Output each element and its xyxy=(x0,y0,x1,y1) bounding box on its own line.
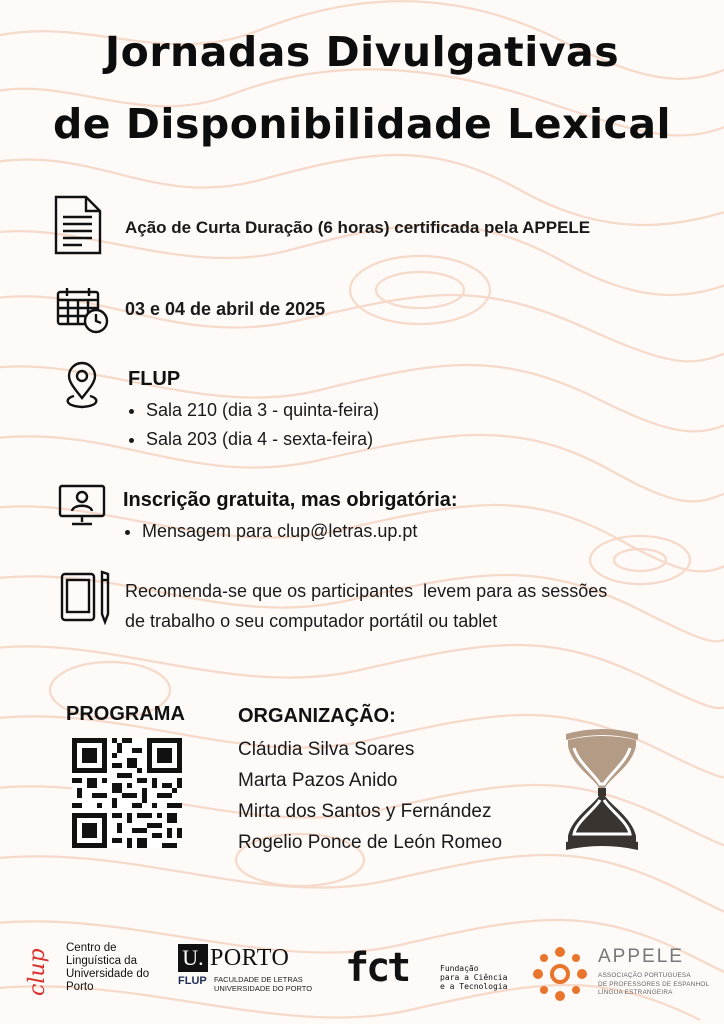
registration-list xyxy=(124,517,417,546)
appele-name: APPELE xyxy=(598,946,684,967)
clup-logo-text xyxy=(66,942,149,994)
uporto-flup: FLUP xyxy=(178,975,207,987)
fct-logo xyxy=(345,946,408,990)
title-line-2: de Disponibilidade Lexical xyxy=(52,100,672,148)
recommendation-text xyxy=(125,576,685,636)
clup-line: Universidade do xyxy=(66,968,150,980)
organization-list xyxy=(238,734,502,858)
uporto-sub-line: UNIVERSIDADE DO PORTO xyxy=(214,984,313,993)
fct-subtext xyxy=(440,964,507,991)
computer-user-icon xyxy=(58,484,106,528)
fct-line: e a Tecnologia xyxy=(440,982,508,991)
appele-logo-mark xyxy=(530,944,590,1004)
fct-mark: fct xyxy=(345,945,409,991)
appele-line: ASSOCIAÇÃO PORTUGUESA xyxy=(598,972,691,979)
hourglass-icon xyxy=(560,726,644,854)
certification-text: Ação de Curta Duração (6 horas) certificada pela APPELE xyxy=(125,218,591,237)
uporto-name: PORTO xyxy=(210,945,290,971)
location-pin-icon xyxy=(62,362,102,410)
rooms-list xyxy=(128,396,379,454)
fct-line: para a Ciência xyxy=(440,973,508,982)
recommendation-line-1: Recomenda-se que os participantes levem para as sessões xyxy=(125,581,608,601)
appele-line: LÍNGUA ESTRANGEIRA xyxy=(598,989,673,996)
list-item: • Sala 210 (dia 3 - quinta-feira) xyxy=(146,396,379,425)
tablet-pen-icon xyxy=(60,570,112,624)
uporto-sub-line: FACULDADE DE LETRAS xyxy=(214,975,303,984)
registration-email: • Mensagem para clup@letras.up.pt xyxy=(142,517,417,546)
organizer-name: Rogelio Ponce de León Romeo xyxy=(238,832,503,853)
organization-heading: ORGANIZAÇÃO: xyxy=(238,705,396,727)
uporto-u-badge: U. xyxy=(178,944,208,972)
appele-subtext xyxy=(598,972,709,998)
calendar-clock-icon xyxy=(56,286,110,334)
registration-heading: Inscrição gratuita, mas obrigatória: xyxy=(123,489,458,511)
uporto-logo xyxy=(178,944,318,994)
fct-line: Fundação xyxy=(440,964,479,973)
clup-line: Centro de xyxy=(66,942,117,954)
clup-mark-text: clup xyxy=(25,948,50,996)
program-heading: PROGRAMA xyxy=(66,703,185,725)
clup-logo-mark xyxy=(25,934,68,1000)
recommendation-line-2: de trabalho o seu computador portátil ou tablet xyxy=(125,611,498,631)
organizer-name: Marta Pazos Anido xyxy=(238,770,398,791)
dates-text: 03 e 04 de abril de 2025 xyxy=(125,299,326,319)
title-line-1: Jornadas Divulgativas xyxy=(104,28,620,76)
clup-line: Linguística da xyxy=(66,955,137,967)
program-qr-code[interactable] xyxy=(72,738,182,848)
appele-line: DE PROFESSORES DE ESPANHOL xyxy=(598,980,710,988)
location-heading: FLUP xyxy=(128,368,181,390)
list-item: • Sala 203 (dia 4 - sexta-feira) xyxy=(146,425,379,454)
clup-line: Porto xyxy=(66,981,94,993)
organizer-name: Cláudia Silva Soares xyxy=(238,739,415,760)
uporto-subtext xyxy=(214,975,312,993)
document-icon xyxy=(54,195,102,255)
organizer-name: Mirta dos Santos y Fernández xyxy=(238,801,492,822)
